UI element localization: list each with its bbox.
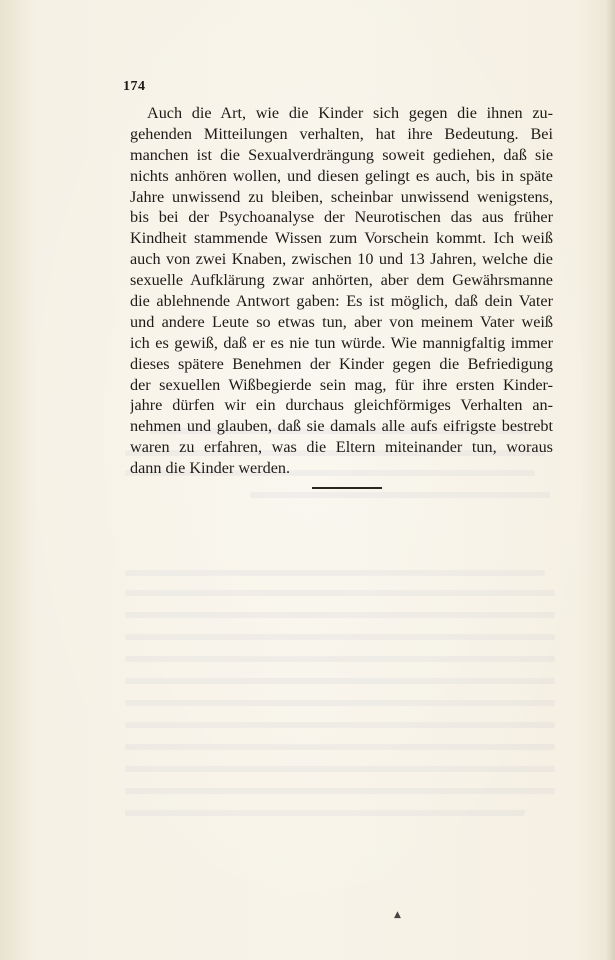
section-divider-rule bbox=[312, 487, 382, 489]
text-line: nichts anhören wollen, und diesen gelingt es auch, bis in späte bbox=[130, 166, 553, 185]
text-line: Kindheit stammende Wissen zum Vorschein kommt. Ich weiß bbox=[130, 229, 553, 248]
text-line: gehenden Mitteilungen verhalten, hat ihre Bedeutung. Bei bbox=[130, 124, 553, 143]
text-line: auch von zwei Knaben, zwischen 10 und 13 Jahren, welche die bbox=[130, 250, 553, 269]
text-line: der sexuellen Wißbegierde sein mag, für ihre ersten Kinder- bbox=[130, 375, 553, 394]
page-number: 174 bbox=[123, 79, 146, 94]
bleed-through-line bbox=[125, 634, 555, 640]
text-line: dann die Kinder werden. bbox=[130, 459, 291, 478]
bleed-through-line bbox=[125, 590, 555, 596]
text-line: manchen ist die Sexualverdrängung soweit gediehen, daß sie bbox=[130, 145, 553, 164]
signature-mark-icon: ▲ bbox=[394, 910, 401, 920]
text-line: die ablehnende Antwort gaben: Es ist möglich, daß dein Vater bbox=[130, 292, 553, 311]
bleed-through-line bbox=[125, 570, 545, 576]
bleed-through-line bbox=[125, 678, 555, 684]
text-line: waren zu erfahren, was die Eltern miteinander tun, woraus bbox=[130, 438, 553, 457]
text-line: Jahre unwissend zu bleiben, scheinbar unwissend wenigstens, bbox=[130, 187, 553, 206]
bleed-through-line bbox=[125, 766, 555, 772]
bleed-through-line bbox=[125, 722, 555, 728]
body-paragraph bbox=[130, 103, 553, 479]
text-line: sexuelle Aufklärung zwar anhörten, aber dem Gewährsmanne bbox=[130, 271, 553, 290]
bleed-through-line bbox=[125, 744, 555, 750]
text-line: jahre dürfen wir ein durchaus gleichförmiges Verhalten an- bbox=[130, 396, 553, 415]
bleed-through-line bbox=[125, 810, 525, 816]
text-line: bis bei der Psychoanalyse der Neurotischen das aus früher bbox=[130, 208, 553, 227]
text-line: nehmen und glauben, daß sie damals alle aufs eifrigste bestrebt bbox=[130, 417, 553, 436]
page-edge-shadow bbox=[606, 0, 615, 960]
text-line: und andere Leute so etwas tun, aber von meinem Vater weiß bbox=[130, 312, 553, 331]
text-line: dieses spätere Benehmen der Kinder gegen die Befriedigung bbox=[130, 354, 553, 373]
bleed-through-line bbox=[125, 656, 555, 662]
bleed-through-line bbox=[125, 700, 555, 706]
bleed-through-line bbox=[125, 612, 555, 618]
text-line: ich es gewiß, daß er es nie tun würde. Wie mannigfaltig immer bbox=[130, 333, 553, 352]
text-line: Auch die Art, wie die Kinder sich gegen die ihnen zu- bbox=[147, 104, 553, 122]
bleed-through-line bbox=[250, 492, 550, 498]
bleed-through-line bbox=[125, 788, 555, 794]
